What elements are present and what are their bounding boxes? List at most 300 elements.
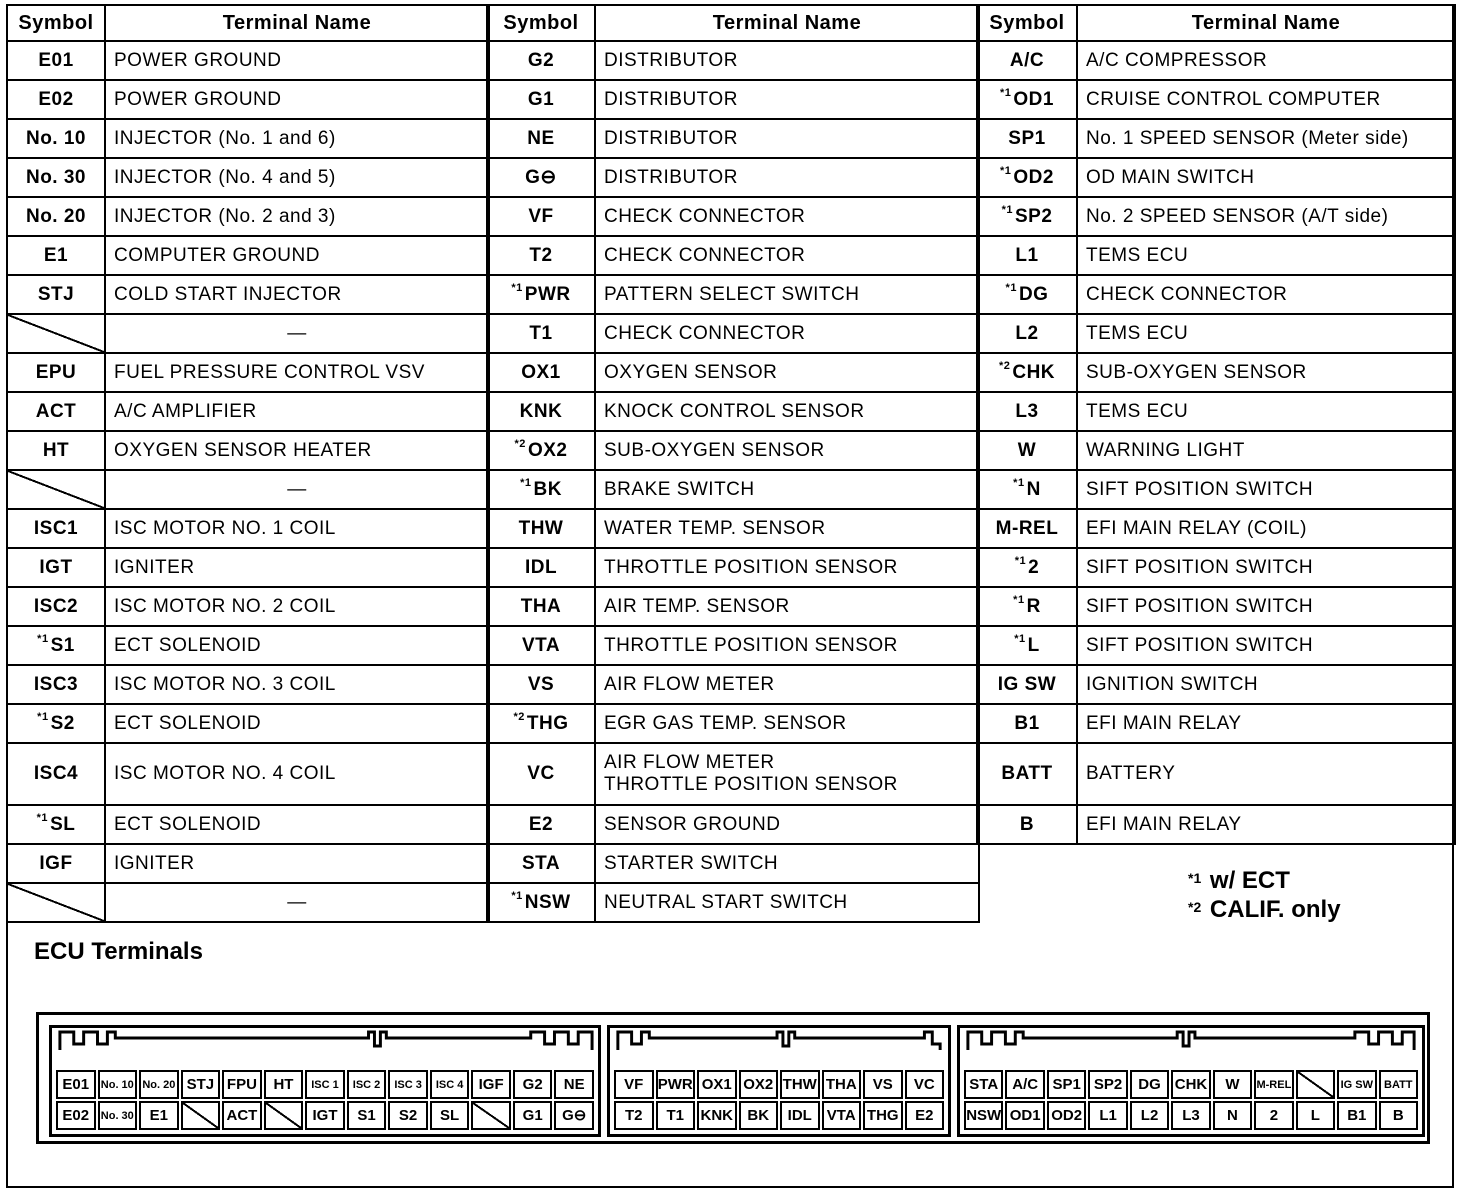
terminal-name-cell [105,470,489,509]
terminal-name-cell [595,704,979,743]
footnote-mark: *1 [1000,86,1012,99]
table-row [7,548,489,587]
symbol-cell [487,805,595,844]
symbol-text: B1 [1014,712,1040,734]
footnote-calif: $^{*2}$ CALIF. only [1188,896,1341,923]
symbol-cell [7,704,105,743]
blank-pin [264,1101,304,1130]
symbol-cell [487,431,595,470]
symbol-text: THW [518,517,564,539]
terminal-name-text: A/C COMPRESSOR [1086,49,1268,71]
table-row [487,314,979,353]
symbol-text: M-REL [995,517,1059,539]
symbol-header: Symbol [487,5,595,41]
symbol-cell [7,80,105,119]
symbol-header: Symbol [7,5,105,41]
terminal-name-text: — [287,891,307,913]
footnote-mark: *1 [36,811,49,824]
terminal-name-cell [105,743,489,805]
table-row [7,704,489,743]
pin-igf: IGF [471,1070,511,1099]
symbol-text: VTA [521,634,561,656]
symbol-cell [977,275,1077,314]
terminal-name-text: TEMS ECU [1086,244,1189,266]
terminal-name-text: No. 1 SPEED SENSOR (Meter side) [1086,127,1409,149]
pin-isc-1: ISC 1 [305,1070,345,1099]
footnotes [1188,866,1341,924]
terminal-name-text: CHECK CONNECTOR [604,205,806,227]
terminal-name-cell [105,509,489,548]
footnote-mark: *1 [520,476,532,489]
connector-key-outline [960,1028,1422,1052]
terminal-name-cell [1077,704,1455,743]
terminal-table-2 [486,4,980,923]
table-row [977,509,1455,548]
terminal-name-text: POWER GROUND [114,88,282,110]
terminal-name-cell [1077,470,1455,509]
terminal-name-text: SIFT POSITION SWITCH [1086,595,1314,617]
symbol-cell [977,704,1077,743]
terminal-name-cell [595,80,979,119]
symbol-text: ISC3 [33,673,79,695]
terminal-name-cell [105,314,489,353]
symbol-cell [977,587,1077,626]
terminal-name-cell [1077,275,1455,314]
table-row [487,158,979,197]
pin-tha: THA [822,1070,862,1099]
pin-knk: KNK [697,1101,737,1130]
symbol-text: T2 [529,244,553,266]
symbol-text: BK [533,478,562,500]
symbol-text: IGT [39,556,73,578]
symbol-text: VF [528,205,554,227]
terminal-name-text: — [287,322,307,344]
symbol-cell [487,353,595,392]
pin-igt: IGT [305,1101,345,1130]
footnote-mark: *1 [1013,476,1025,489]
pin-ht: HT [264,1070,304,1099]
pin-fpu: FPU [222,1070,262,1099]
table-row [977,743,1455,805]
table-row [977,236,1455,275]
symbol-cell [977,41,1077,80]
symbol-cell [487,587,595,626]
terminal-name-cell [1077,805,1455,844]
symbol-text: G⊖ [525,167,557,188]
table-row [977,431,1455,470]
symbol-cell [7,805,105,844]
footnote-mark: *1 [37,710,49,723]
pin-e2: E2 [905,1101,945,1130]
table-row [977,119,1455,158]
symbol-text: NSW [524,891,571,913]
symbol-cell [7,665,105,704]
terminal-name-cell [595,236,979,275]
footnote-mark: *1 [37,632,49,645]
terminal-name-cell [595,314,979,353]
symbol-text: L2 [1015,322,1039,344]
symbol-cell [7,587,105,626]
terminal-name-cell [105,665,489,704]
pin-ox2: OX2 [739,1070,779,1099]
pin-batt: BATT [1379,1070,1418,1099]
table-row [977,41,1455,80]
terminal-name-text: OD MAIN SWITCH [1086,166,1255,188]
symbol-text: THG [526,712,569,734]
table-row [7,353,489,392]
pin-g2: G2 [513,1070,553,1099]
terminal-name-text: DISTRIBUTOR [604,127,738,149]
symbol-cell [7,236,105,275]
terminal-name-text: SUB-OXYGEN SENSOR [604,439,825,461]
footnote-mark: *1 [511,281,523,294]
pin-b: B [1379,1101,1418,1130]
terminal-name-cell [595,470,979,509]
pin-thw: THW [780,1070,820,1099]
table-row [7,236,489,275]
pin-t1: T1 [656,1101,696,1130]
symbol-cell [977,626,1077,665]
symbol-cell [487,743,595,805]
pin-act: ACT [222,1101,262,1130]
pin-vf: VF [614,1070,654,1099]
connector-block-1 [49,1025,601,1137]
table-row [7,470,489,509]
terminal-name-cell [595,197,979,236]
terminal-name-text: ISC MOTOR NO. 1 COIL [114,517,336,539]
blank-symbol-cell [7,314,105,353]
terminal-name-cell [1077,743,1455,805]
terminal-name-header: Terminal Name [105,5,489,41]
terminal-name-cell [105,80,489,119]
pin-ne: NE [554,1070,594,1099]
pin-no-30: No. 30 [98,1101,138,1130]
blank-symbol-cell [7,470,105,509]
terminal-name-text-2: THROTTLE POSITION SENSOR [604,774,898,795]
terminal-name-text: — [287,478,307,500]
terminal-name-text: FUEL PRESSURE CONTROL VSV [114,361,425,383]
terminal-name-text: BATTERY [1086,763,1176,784]
symbol-cell [487,236,595,275]
table-row [7,119,489,158]
terminal-name-cell [1077,431,1455,470]
symbol-cell [487,314,595,353]
table-row [487,883,979,922]
symbol-cell [487,197,595,236]
table-row [977,275,1455,314]
symbol-text: IGF [39,852,73,874]
terminal-name-cell [1077,197,1455,236]
footnote-mark: *1 [1000,164,1012,177]
symbol-text: ISC2 [33,595,79,617]
terminal-name-text: SIFT POSITION SWITCH [1086,634,1314,656]
terminal-name-cell [105,275,489,314]
footnote-mark: *2 [514,437,526,450]
terminal-name-text: OXYGEN SENSOR [604,361,778,383]
pin-thg: THG [863,1101,903,1130]
table-row [487,236,979,275]
terminal-name-cell [595,548,979,587]
table-row [487,275,979,314]
terminal-name-cell [595,41,979,80]
table-row [7,275,489,314]
table-row [7,626,489,665]
pin-dg: DG [1130,1070,1169,1099]
symbol-cell [487,626,595,665]
blank-symbol-cell [7,883,105,922]
pin-n: N [1213,1101,1252,1130]
footnote-mark: *1 [1014,632,1026,645]
pin-t2: T2 [614,1101,654,1130]
terminal-name-header: Terminal Name [595,5,979,41]
terminal-name-cell [105,41,489,80]
table-row [977,353,1455,392]
table-row [487,80,979,119]
symbol-text: IDL [524,556,558,578]
connector-key-outline [610,1028,948,1052]
terminal-name-cell [1077,314,1455,353]
pin-stj: STJ [181,1070,221,1099]
terminal-table-1 [6,4,490,923]
terminal-name-cell [105,883,489,922]
terminal-name-text: COLD START INJECTOR [114,283,342,305]
symbol-cell [7,119,105,158]
symbol-cell [487,665,595,704]
terminal-name-text: COMPUTER GROUND [114,244,320,266]
terminal-name-cell [1077,626,1455,665]
table-row [7,158,489,197]
symbol-cell [7,431,105,470]
pin-2: 2 [1254,1101,1293,1130]
terminal-name-text: No. 2 SPEED SENSOR (A/T side) [1086,205,1389,227]
ecu-connector [36,1012,1430,1144]
symbol-text: N [1026,478,1041,500]
symbol-text: E2 [528,813,554,835]
terminal-name-cell [105,844,489,883]
table-row [977,197,1455,236]
footnote-mark: *1 [511,889,523,902]
symbol-text: L1 [1015,244,1039,266]
terminal-name-text: ECT SOLENOID [114,813,262,835]
terminal-name-text: SIFT POSITION SWITCH [1086,478,1314,500]
footnote-mark: *1 [1014,554,1027,567]
symbol-cell [977,236,1077,275]
table-row [977,314,1455,353]
terminal-name-cell [595,431,979,470]
symbol-text: SP1 [1008,127,1046,149]
symbol-text: NE [527,127,555,149]
symbol-text: VC [527,763,555,784]
pin-ox1: OX1 [697,1070,737,1099]
terminal-name-text: IGNITER [114,852,195,874]
table-row [487,548,979,587]
terminal-name-cell [105,119,489,158]
pin-bk: BK [739,1101,779,1130]
terminal-name-text: THROTTLE POSITION SENSOR [604,634,898,656]
terminal-name-cell [1077,548,1455,587]
table-row [977,392,1455,431]
table-row [487,805,979,844]
pin-no-10: No. 10 [98,1070,138,1099]
table-row [977,626,1455,665]
blank-pin [181,1101,221,1130]
symbol-cell [977,509,1077,548]
terminal-name-cell [595,158,979,197]
symbol-cell [487,392,595,431]
table-row [487,743,979,805]
terminal-name-cell [595,665,979,704]
terminal-name-text: DISTRIBUTOR [604,166,738,188]
terminal-name-header: Terminal Name [1077,5,1455,41]
pin-w: W [1213,1070,1252,1099]
table-row [487,392,979,431]
terminal-name-cell [105,626,489,665]
terminal-name-text: CHECK CONNECTOR [604,244,806,266]
table-row [487,587,979,626]
terminal-name-text: EFI MAIN RELAY (COIL) [1086,517,1307,539]
terminal-name-text: CHECK CONNECTOR [1086,283,1288,305]
terminal-name-text: DISTRIBUTOR [604,88,738,110]
terminal-name-cell [595,844,979,883]
terminal-name-text: POWER GROUND [114,49,282,71]
footnote-mark: *1 [1001,203,1013,216]
footnote-mark: *2 [513,710,525,723]
pin-isc-3: ISC 3 [388,1070,428,1099]
terminal-name-text: A/C AMPLIFIER [114,400,257,422]
table-row [487,470,979,509]
terminal-name-cell [105,704,489,743]
terminal-name-text: INJECTOR (No. 2 and 3) [114,205,336,227]
symbol-text: KNK [519,400,563,422]
table-row [7,197,489,236]
connector-key-outline [52,1028,598,1052]
pin-sp1: SP1 [1047,1070,1086,1099]
pin-l: L [1296,1101,1335,1130]
symbol-text: B [1019,813,1035,835]
symbol-cell [977,314,1077,353]
symbol-cell [487,704,595,743]
symbol-text: No. 20 [25,205,87,227]
terminal-name-text: STARTER SWITCH [604,852,779,874]
pin-g: G⊖ [554,1101,594,1130]
symbol-cell [7,158,105,197]
table-row [7,314,489,353]
symbol-cell [977,470,1077,509]
footnote-mark: *2 [998,359,1011,372]
terminal-name-cell [105,548,489,587]
symbol-cell [487,119,595,158]
table-row [487,197,979,236]
symbol-text: L3 [1015,400,1039,422]
terminal-name-cell [595,743,979,805]
pin-b1: B1 [1337,1101,1376,1130]
symbol-cell [977,392,1077,431]
pin-g1: G1 [513,1101,553,1130]
symbol-text: VS [527,673,555,695]
terminal-name-text: ECT SOLENOID [114,712,262,734]
table-row [977,470,1455,509]
symbol-text: G1 [527,88,555,110]
terminal-name-text: WATER TEMP. SENSOR [604,517,826,539]
symbol-text: STJ [37,283,75,305]
connector-block-3 [957,1025,1425,1137]
terminal-name-cell [1077,41,1455,80]
terminal-name-cell [595,883,979,922]
terminal-name-cell [105,353,489,392]
symbol-text: DG [1018,283,1049,305]
symbol-header: Symbol [977,5,1077,41]
terminal-name-text: TEMS ECU [1086,322,1189,344]
pin-s1: S1 [347,1101,387,1130]
symbol-text: S2 [50,712,75,734]
pin-vta: VTA [822,1101,862,1130]
connector-block-2 [607,1025,951,1137]
table-row [7,844,489,883]
symbol-cell [977,158,1077,197]
terminal-name-text: AIR FLOW METER [604,673,775,695]
terminal-name-text: IGNITER [114,556,195,578]
symbol-text: CHK [1012,361,1056,383]
pin-idl: IDL [780,1101,820,1130]
symbol-text: W [1017,439,1037,461]
symbol-cell [7,275,105,314]
table-row [7,80,489,119]
terminal-name-cell [1077,236,1455,275]
symbol-text: L [1027,634,1040,656]
symbol-cell [487,548,595,587]
pin-isc-2: ISC 2 [347,1070,387,1099]
blank-pin [471,1101,511,1130]
symbol-cell [7,844,105,883]
terminal-name-text: THROTTLE POSITION SENSOR [604,556,898,578]
blank-pin [1296,1070,1335,1099]
table-row [977,548,1455,587]
symbol-cell [7,392,105,431]
symbol-cell [977,665,1077,704]
footnote-mark: *1 [1005,281,1017,294]
symbol-text: R [1026,595,1041,617]
pin-e02: E02 [56,1101,96,1130]
terminal-name-text: EFI MAIN RELAY [1086,813,1242,835]
terminal-name-cell [105,158,489,197]
terminal-name-text: SUB-OXYGEN SENSOR [1086,361,1307,383]
pin-isc-4: ISC 4 [430,1070,470,1099]
terminal-name-text: IGNITION SWITCH [1086,673,1259,695]
terminal-name-text: SENSOR GROUND [604,813,781,835]
terminal-name-text: ISC MOTOR NO. 2 COIL [114,595,336,617]
table-row [7,587,489,626]
symbol-text: OX1 [521,361,561,383]
pin-sl: SL [430,1101,470,1130]
terminal-name-text: CRUISE CONTROL COMPUTER [1086,88,1381,110]
terminal-name-text: SIFT POSITION SWITCH [1086,556,1314,578]
symbol-cell [487,80,595,119]
symbol-text: THA [520,595,562,617]
table-row [7,509,489,548]
table-row [487,41,979,80]
terminal-name-cell [1077,392,1455,431]
table-row [977,704,1455,743]
symbol-text: ISC4 [33,763,79,784]
symbol-text: T1 [529,322,553,344]
footnote-mark: *1 [1013,593,1025,606]
pin-s2: S2 [388,1101,428,1130]
terminal-name-cell [1077,587,1455,626]
pin-e1: E1 [139,1101,179,1130]
pin-vs: VS [863,1070,903,1099]
symbol-cell [487,509,595,548]
symbol-text: BATT [1001,763,1053,784]
